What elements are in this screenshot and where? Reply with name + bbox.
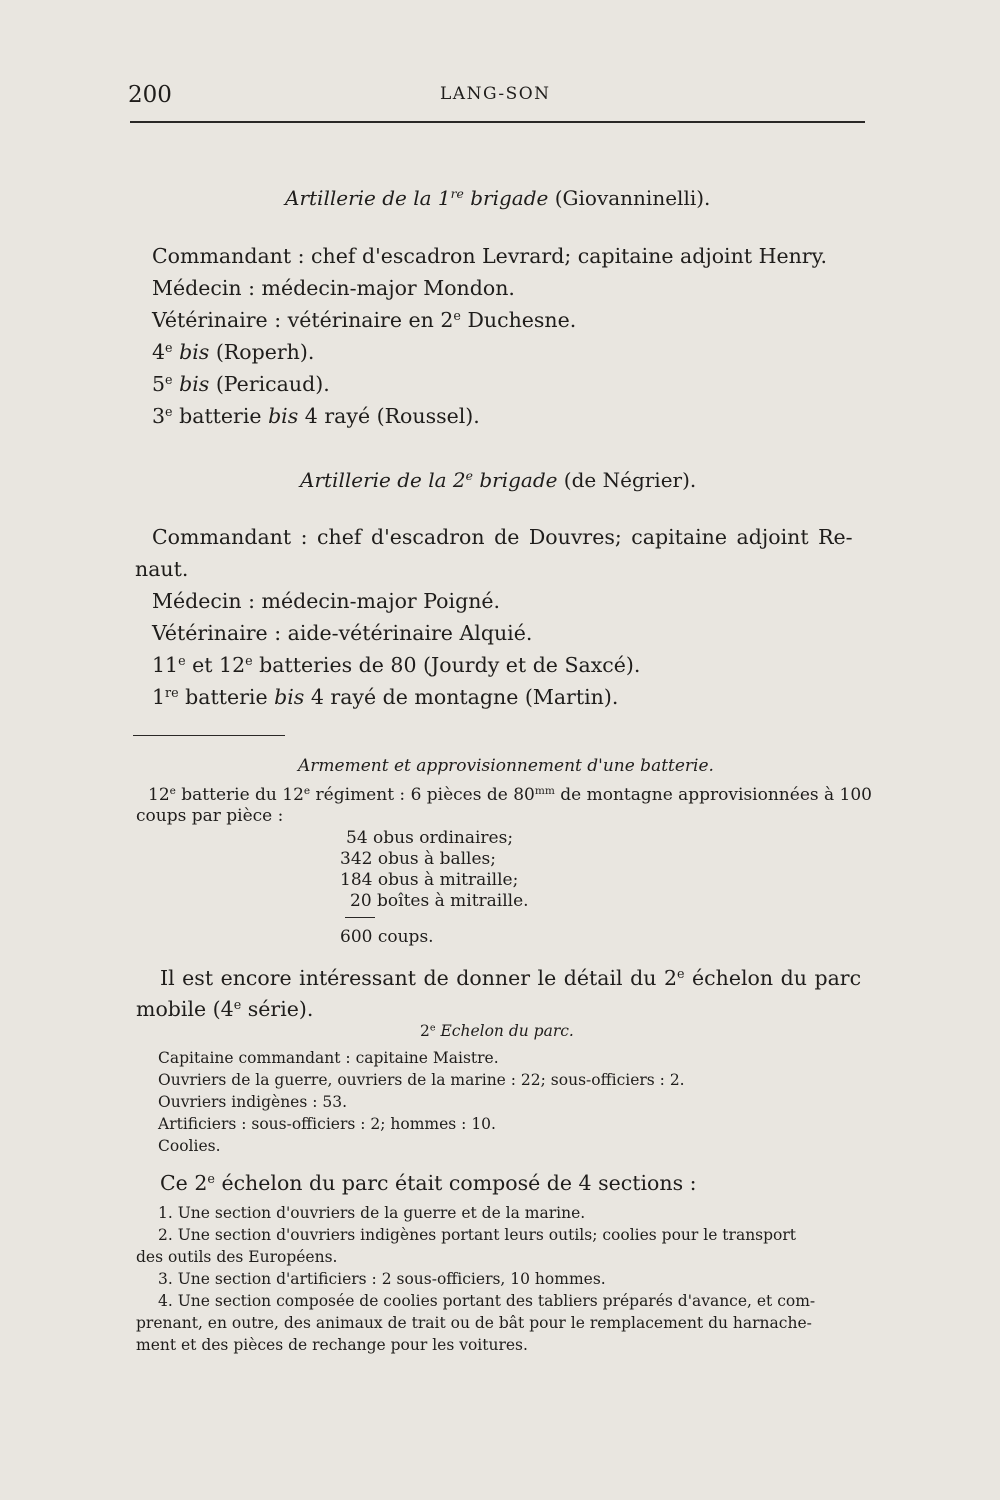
echelon-title: 2e Echelon du parc.: [420, 1022, 574, 1040]
brigade2-battery-1bis: 1re batterie bis 4 rayé de montagne (Martin).: [152, 685, 619, 709]
sum-rule: [345, 917, 375, 918]
echelon-line: Capitaine commandant : capitaine Maistre.: [158, 1049, 499, 1067]
armement-item: 20 boîtes à mitraille.: [350, 891, 529, 911]
section-item-1: 1. Une section d'ouvriers de la guerre et de la marine.: [158, 1204, 586, 1222]
brigade1-battery-4bis: 4e bis (Roperh).: [152, 340, 315, 364]
brigade2-batteries-80: 11e et 12e batteries de 80 (Jourdy et de Saxcé).: [152, 653, 641, 677]
armement-title: Armement et approvisionnement d'une batterie.: [298, 756, 714, 776]
section-item-4-cont: prenant, en outre, des animaux de trait ou de bât pour le remplacement du harnache-: [136, 1314, 812, 1332]
armement-intro: 12e batterie du 12e régiment : 6 pièces de $80^{mm}$ de montagne approvisionnées à 100: [148, 785, 872, 805]
echelon-line: Ouvriers de la guerre, ouvriers de la marine : 22; sous-officiers : 2.: [158, 1071, 685, 1089]
armement-item: 342 obus à balles;: [340, 849, 496, 869]
brigade1-veterinaire: Vétérinaire : vétérinaire en 2e Duchesne.: [152, 308, 577, 332]
brigade1-battery-5bis: 5e bis (Pericaud).: [152, 372, 330, 396]
brigade2-veterinaire: Vétérinaire : aide-vétérinaire Alquié.: [152, 621, 533, 645]
echelon-line: Artificiers : sous-officiers : 2; hommes : 10.: [158, 1115, 496, 1133]
armement-item: 184 obus à mitraille;: [340, 870, 519, 890]
echelon-intro: Il est encore intéressant de donner le détail du 2e échelon du parc: [160, 966, 862, 990]
brigade2-title: Artillerie de la 2e brigade (de Négrier).: [300, 468, 697, 492]
section-divider: [133, 735, 285, 736]
echelon-line: Coolies.: [158, 1137, 221, 1155]
section-item-3: 3. Une section d'artificiers : 2 sous-officiers, 10 hommes.: [158, 1270, 606, 1288]
section-item-4: 4. Une section composée de coolies portant des tabliers préparés d'avance, et com-: [158, 1292, 816, 1310]
brigade1-title: Artillerie de la 1re brigade (Giovanninelli).: [285, 186, 711, 210]
section-item-4-cont: ment et des pièces de rechange pour les voitures.: [136, 1336, 528, 1354]
section-item-2-cont: des outils des Européens.: [136, 1248, 338, 1266]
header-rule: [130, 121, 865, 123]
armement-item: 54 obus ordinaires;: [346, 828, 514, 848]
brigade2-commandant: Commandant : chef d'escadron de Douvres; capitaine adjoint Re-: [152, 525, 853, 549]
running-title: LANG-SON: [440, 84, 551, 104]
brigade2-medecin: Médecin : médecin-major Poigné.: [152, 589, 501, 613]
brigade1-commandant: Commandant : chef d'escadron Levrard; capitaine adjoint Henry.: [152, 244, 827, 268]
brigade2-commandant-cont: naut.: [135, 557, 189, 581]
echelon-line: Ouvriers indigènes : 53.: [158, 1093, 348, 1111]
brigade1-medecin: Médecin : médecin-major Mondon.: [152, 276, 515, 300]
echelon-composition: Ce 2e échelon du parc était composé de 4 sections :: [160, 1171, 697, 1195]
echelon-intro-cont: mobile (4e série).: [136, 997, 314, 1021]
armement-total: 600 coups.: [340, 927, 434, 947]
armement-intro-cont: coups par pièce :: [136, 806, 284, 826]
brigade1-battery-3bis: 3e batterie bis 4 rayé (Roussel).: [152, 404, 480, 428]
section-item-2: 2. Une section d'ouvriers indigènes portant leurs outils; coolies pour le transport: [158, 1226, 797, 1244]
page-number: 200: [128, 82, 172, 108]
